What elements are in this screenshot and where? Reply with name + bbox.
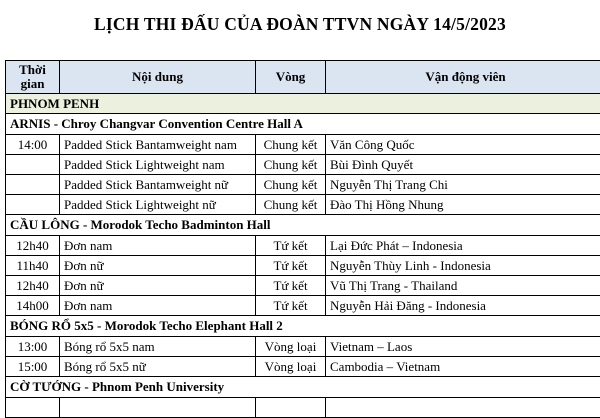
cell-round: Vòng loại xyxy=(256,357,326,377)
cell-event: Padded Stick Lightweight nam xyxy=(60,155,256,175)
cell-time xyxy=(6,155,60,175)
table-row xyxy=(6,357,600,377)
cell-athlete: Bùi Đình Quyết xyxy=(326,155,600,175)
venue-row xyxy=(6,215,600,236)
table-row xyxy=(6,195,600,215)
cell-time xyxy=(6,175,60,195)
table-row xyxy=(6,175,600,195)
cell-athlete: Vũ Thị Trang - Thailand xyxy=(326,276,600,296)
cell-time: 14:00 xyxy=(6,135,60,155)
cell-time: 13:00 xyxy=(6,337,60,357)
cell-round: Tứ kết xyxy=(256,236,326,256)
region-label: PHNOM PENH xyxy=(6,94,600,114)
cell-event: Bóng rổ 5x5 nam xyxy=(60,337,256,357)
cell-time: 14h00 xyxy=(6,296,60,316)
header-time xyxy=(6,61,60,94)
cell-time xyxy=(6,398,60,418)
table-row xyxy=(6,256,600,276)
cell-athlete: Nguyễn Thùy Linh - Indonesia xyxy=(326,256,600,276)
cell-time: 12h40 xyxy=(6,236,60,256)
table-row xyxy=(6,135,600,155)
venue-row xyxy=(6,114,600,135)
cell-event: Padded Stick Lightweight nữ xyxy=(60,195,256,215)
cell-event: Đơn nam xyxy=(60,236,256,256)
table-row xyxy=(6,155,600,175)
table-row xyxy=(6,296,600,316)
cell-round: Tứ kết xyxy=(256,276,326,296)
venue-label: ARNIS - Chroy Changvar Convention Centre Hall A xyxy=(6,114,600,135)
header-row xyxy=(6,61,600,94)
cell-time: 15:00 xyxy=(6,357,60,377)
cell-round xyxy=(256,398,326,418)
venue-row xyxy=(6,377,600,398)
venue-label: CỜ TƯỚNG - Phnom Penh University xyxy=(6,377,600,398)
header-time-line2: gian xyxy=(21,76,45,91)
cell-round: Chung kết xyxy=(256,155,326,175)
cell-event: Bóng rổ 5x5 nữ xyxy=(60,357,256,377)
cell-event: Đơn nữ xyxy=(60,256,256,276)
table-row xyxy=(6,398,600,418)
cell-round: Tứ kết xyxy=(256,296,326,316)
cell-athlete xyxy=(326,398,600,418)
cell-athlete: Văn Công Quốc xyxy=(326,135,600,155)
venue-label: BÓNG RỔ 5x5 - Morodok Techo Elephant Hall 2 xyxy=(6,316,600,337)
cell-athlete: Vietnam – Laos xyxy=(326,337,600,357)
header-time-line1: Thời xyxy=(19,62,46,77)
cell-time: 11h40 xyxy=(6,256,60,276)
table-row xyxy=(6,236,600,256)
cell-event xyxy=(60,398,256,418)
cell-round: Chung kết xyxy=(256,195,326,215)
venue-label: CẦU LÔNG - Morodok Techo Badminton Hall xyxy=(6,215,600,236)
cell-event: Padded Stick Bantamweight nam xyxy=(60,135,256,155)
table-row xyxy=(6,337,600,357)
cell-athlete: Nguyễn Thị Trang Chi xyxy=(326,175,600,195)
cell-event: Đơn nữ xyxy=(60,276,256,296)
region-row xyxy=(6,94,600,114)
cell-time: 12h40 xyxy=(6,276,60,296)
cell-athlete: Đào Thị Hồng Nhung xyxy=(326,195,600,215)
cell-round: Chung kết xyxy=(256,175,326,195)
cell-round: Vòng loại xyxy=(256,337,326,357)
cell-athlete: Nguyễn Hải Đăng - Indonesia xyxy=(326,296,600,316)
venue-row xyxy=(6,316,600,337)
page-title: LỊCH THI ĐẤU CỦA ĐOÀN TTVN NGÀY 14/5/2023 xyxy=(0,14,600,35)
cell-athlete: Cambodia – Vietnam xyxy=(326,357,600,377)
table-row xyxy=(6,276,600,296)
cell-round: Tứ kết xyxy=(256,256,326,276)
cell-round: Chung kết xyxy=(256,135,326,155)
cell-time xyxy=(6,195,60,215)
header-event: Nội dung xyxy=(60,61,256,94)
cell-event: Padded Stick Bantamweight nữ xyxy=(60,175,256,195)
cell-event: Đơn nam xyxy=(60,296,256,316)
cell-athlete: Lại Đức Phát – Indonesia xyxy=(326,236,600,256)
header-round: Vòng xyxy=(256,61,326,94)
header-athlete: Vận động viên xyxy=(326,61,600,94)
schedule-table xyxy=(5,60,600,418)
